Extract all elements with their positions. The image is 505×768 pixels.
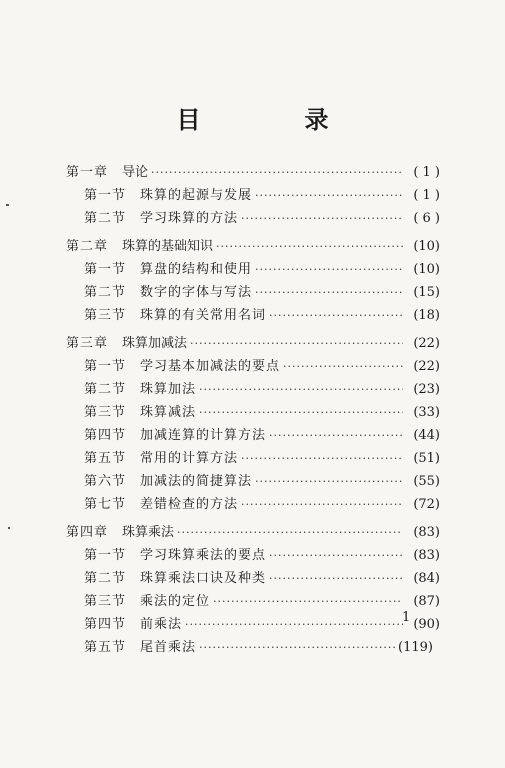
toc-title: 学习珠算乘法的要点 <box>140 548 267 563</box>
toc-number: 第三节 <box>84 405 127 420</box>
toc-page: (22) <box>413 336 440 351</box>
toc-title: 算盘的结构和使用 <box>140 262 253 277</box>
toc-entry <box>84 472 440 492</box>
toc-page: (119) <box>398 640 433 655</box>
toc-leader <box>199 638 395 658</box>
toc-page: (23) <box>413 382 440 397</box>
toc-entry <box>84 380 440 400</box>
toc-page: (18) <box>413 308 440 323</box>
toc-entry <box>84 260 440 280</box>
toc-page: (83) <box>413 525 440 540</box>
toc-title: 珠算的基础知识 <box>122 239 214 254</box>
toc-number: 第五节 <box>84 640 127 655</box>
toc-number: 第四节 <box>84 428 127 443</box>
toc-leader <box>269 426 403 446</box>
toc-page: (22) <box>413 359 440 374</box>
toc-entry <box>84 495 440 515</box>
toc-title: 珠算乘法 <box>122 525 175 540</box>
toc-leader <box>255 472 403 492</box>
toc-entry <box>84 186 440 206</box>
toc-title: 差错检查的方法 <box>140 497 239 512</box>
toc-number: 第一节 <box>84 548 127 563</box>
page-title: 目 录 <box>176 105 369 134</box>
toc-leader <box>255 260 403 280</box>
toc-number: 第一节 <box>84 188 127 203</box>
toc-number: 第三节 <box>84 594 127 609</box>
toc-leader <box>269 306 403 326</box>
toc-title: 珠算加减法 <box>122 336 188 351</box>
toc-page: (10) <box>413 262 440 277</box>
toc-page: ( 6 ) <box>413 211 440 226</box>
toc-entry <box>66 163 440 183</box>
toc-number: 第一节 <box>84 262 127 277</box>
toc-number: 第二节 <box>84 285 127 300</box>
toc-title: 常用的计算方法 <box>140 451 239 466</box>
scan-speck <box>6 204 9 206</box>
toc-page: (33) <box>413 405 440 420</box>
toc-number: 第一章 <box>66 165 109 180</box>
toc-page: (44) <box>413 428 440 443</box>
toc-page: (87) <box>413 594 440 609</box>
toc-title: 学习珠算的方法 <box>140 211 239 226</box>
toc-number: 第三节 <box>84 308 127 323</box>
toc-title: 珠算乘法口诀及种类 <box>140 571 267 586</box>
toc-title: 导论 <box>122 165 149 180</box>
toc-number: 第二节 <box>84 211 127 226</box>
toc-leader <box>255 283 403 303</box>
toc-page: (72) <box>413 497 440 512</box>
toc-number: 第二章 <box>66 239 109 254</box>
toc-entry <box>84 283 440 303</box>
toc-page: ( 1 ) <box>413 165 440 180</box>
toc-entry <box>84 592 440 612</box>
toc-page: (84) <box>413 571 440 586</box>
toc-entry <box>84 426 440 446</box>
scan-speck <box>8 527 10 529</box>
toc-entry <box>66 523 440 543</box>
toc-page: (10) <box>413 239 440 254</box>
toc-entry <box>84 638 433 658</box>
toc-leader <box>283 357 403 377</box>
toc-page: (51) <box>413 451 440 466</box>
toc-entry <box>84 357 440 377</box>
toc-title: 珠算的有关常用名词 <box>140 308 267 323</box>
toc-number: 第一节 <box>84 359 127 374</box>
toc-leader <box>151 163 403 183</box>
toc-entry <box>84 546 440 566</box>
toc-number: 第四节 <box>84 617 127 632</box>
toc-title: 珠算减法 <box>140 405 197 420</box>
toc-number: 第五节 <box>84 451 127 466</box>
toc-title: 前乘法 <box>140 617 183 632</box>
toc-leader <box>255 186 403 206</box>
toc-entry <box>84 306 440 326</box>
toc-number: 第六节 <box>84 474 127 489</box>
page-number: 1 <box>402 610 411 625</box>
toc-leader <box>213 592 403 612</box>
toc-leader <box>241 449 403 469</box>
toc-leader <box>185 615 403 635</box>
toc-entry <box>84 449 440 469</box>
toc-title: 珠算加法 <box>140 382 197 397</box>
toc-title: 数字的字体与写法 <box>140 285 253 300</box>
toc-title: 加减连算的计算方法 <box>140 428 267 443</box>
toc-leader <box>177 523 403 543</box>
toc-page: (83) <box>413 548 440 563</box>
toc-page: (15) <box>413 285 440 300</box>
toc-page: (90) <box>413 617 440 632</box>
toc-leader <box>199 403 403 423</box>
toc-number: 第三章 <box>66 336 109 351</box>
toc-leader <box>190 334 403 354</box>
toc-leader <box>216 237 403 257</box>
toc-number: 第二节 <box>84 382 127 397</box>
toc-leader <box>269 546 403 566</box>
toc-leader <box>269 569 403 589</box>
toc-entry <box>84 403 440 423</box>
toc-title: 乘法的定位 <box>140 594 211 609</box>
toc-entry <box>84 615 440 635</box>
toc-leader <box>241 495 403 515</box>
toc-leader <box>241 209 403 229</box>
toc-title: 尾首乘法 <box>140 640 197 655</box>
toc-page: (55) <box>413 474 440 489</box>
toc-number: 第二节 <box>84 571 127 586</box>
toc-number: 第七节 <box>84 497 127 512</box>
toc-entry <box>84 569 440 589</box>
toc-title: 学习基本加减法的要点 <box>140 359 281 374</box>
toc-entry <box>66 334 440 354</box>
toc-page: ( 1 ) <box>413 188 440 203</box>
toc-leader <box>199 380 403 400</box>
toc-entry <box>84 209 440 229</box>
toc-title: 珠算的起源与发展 <box>140 188 253 203</box>
toc-title: 加减法的简捷算法 <box>140 474 253 489</box>
toc-entry <box>66 237 440 257</box>
toc-number: 第四章 <box>66 525 109 540</box>
